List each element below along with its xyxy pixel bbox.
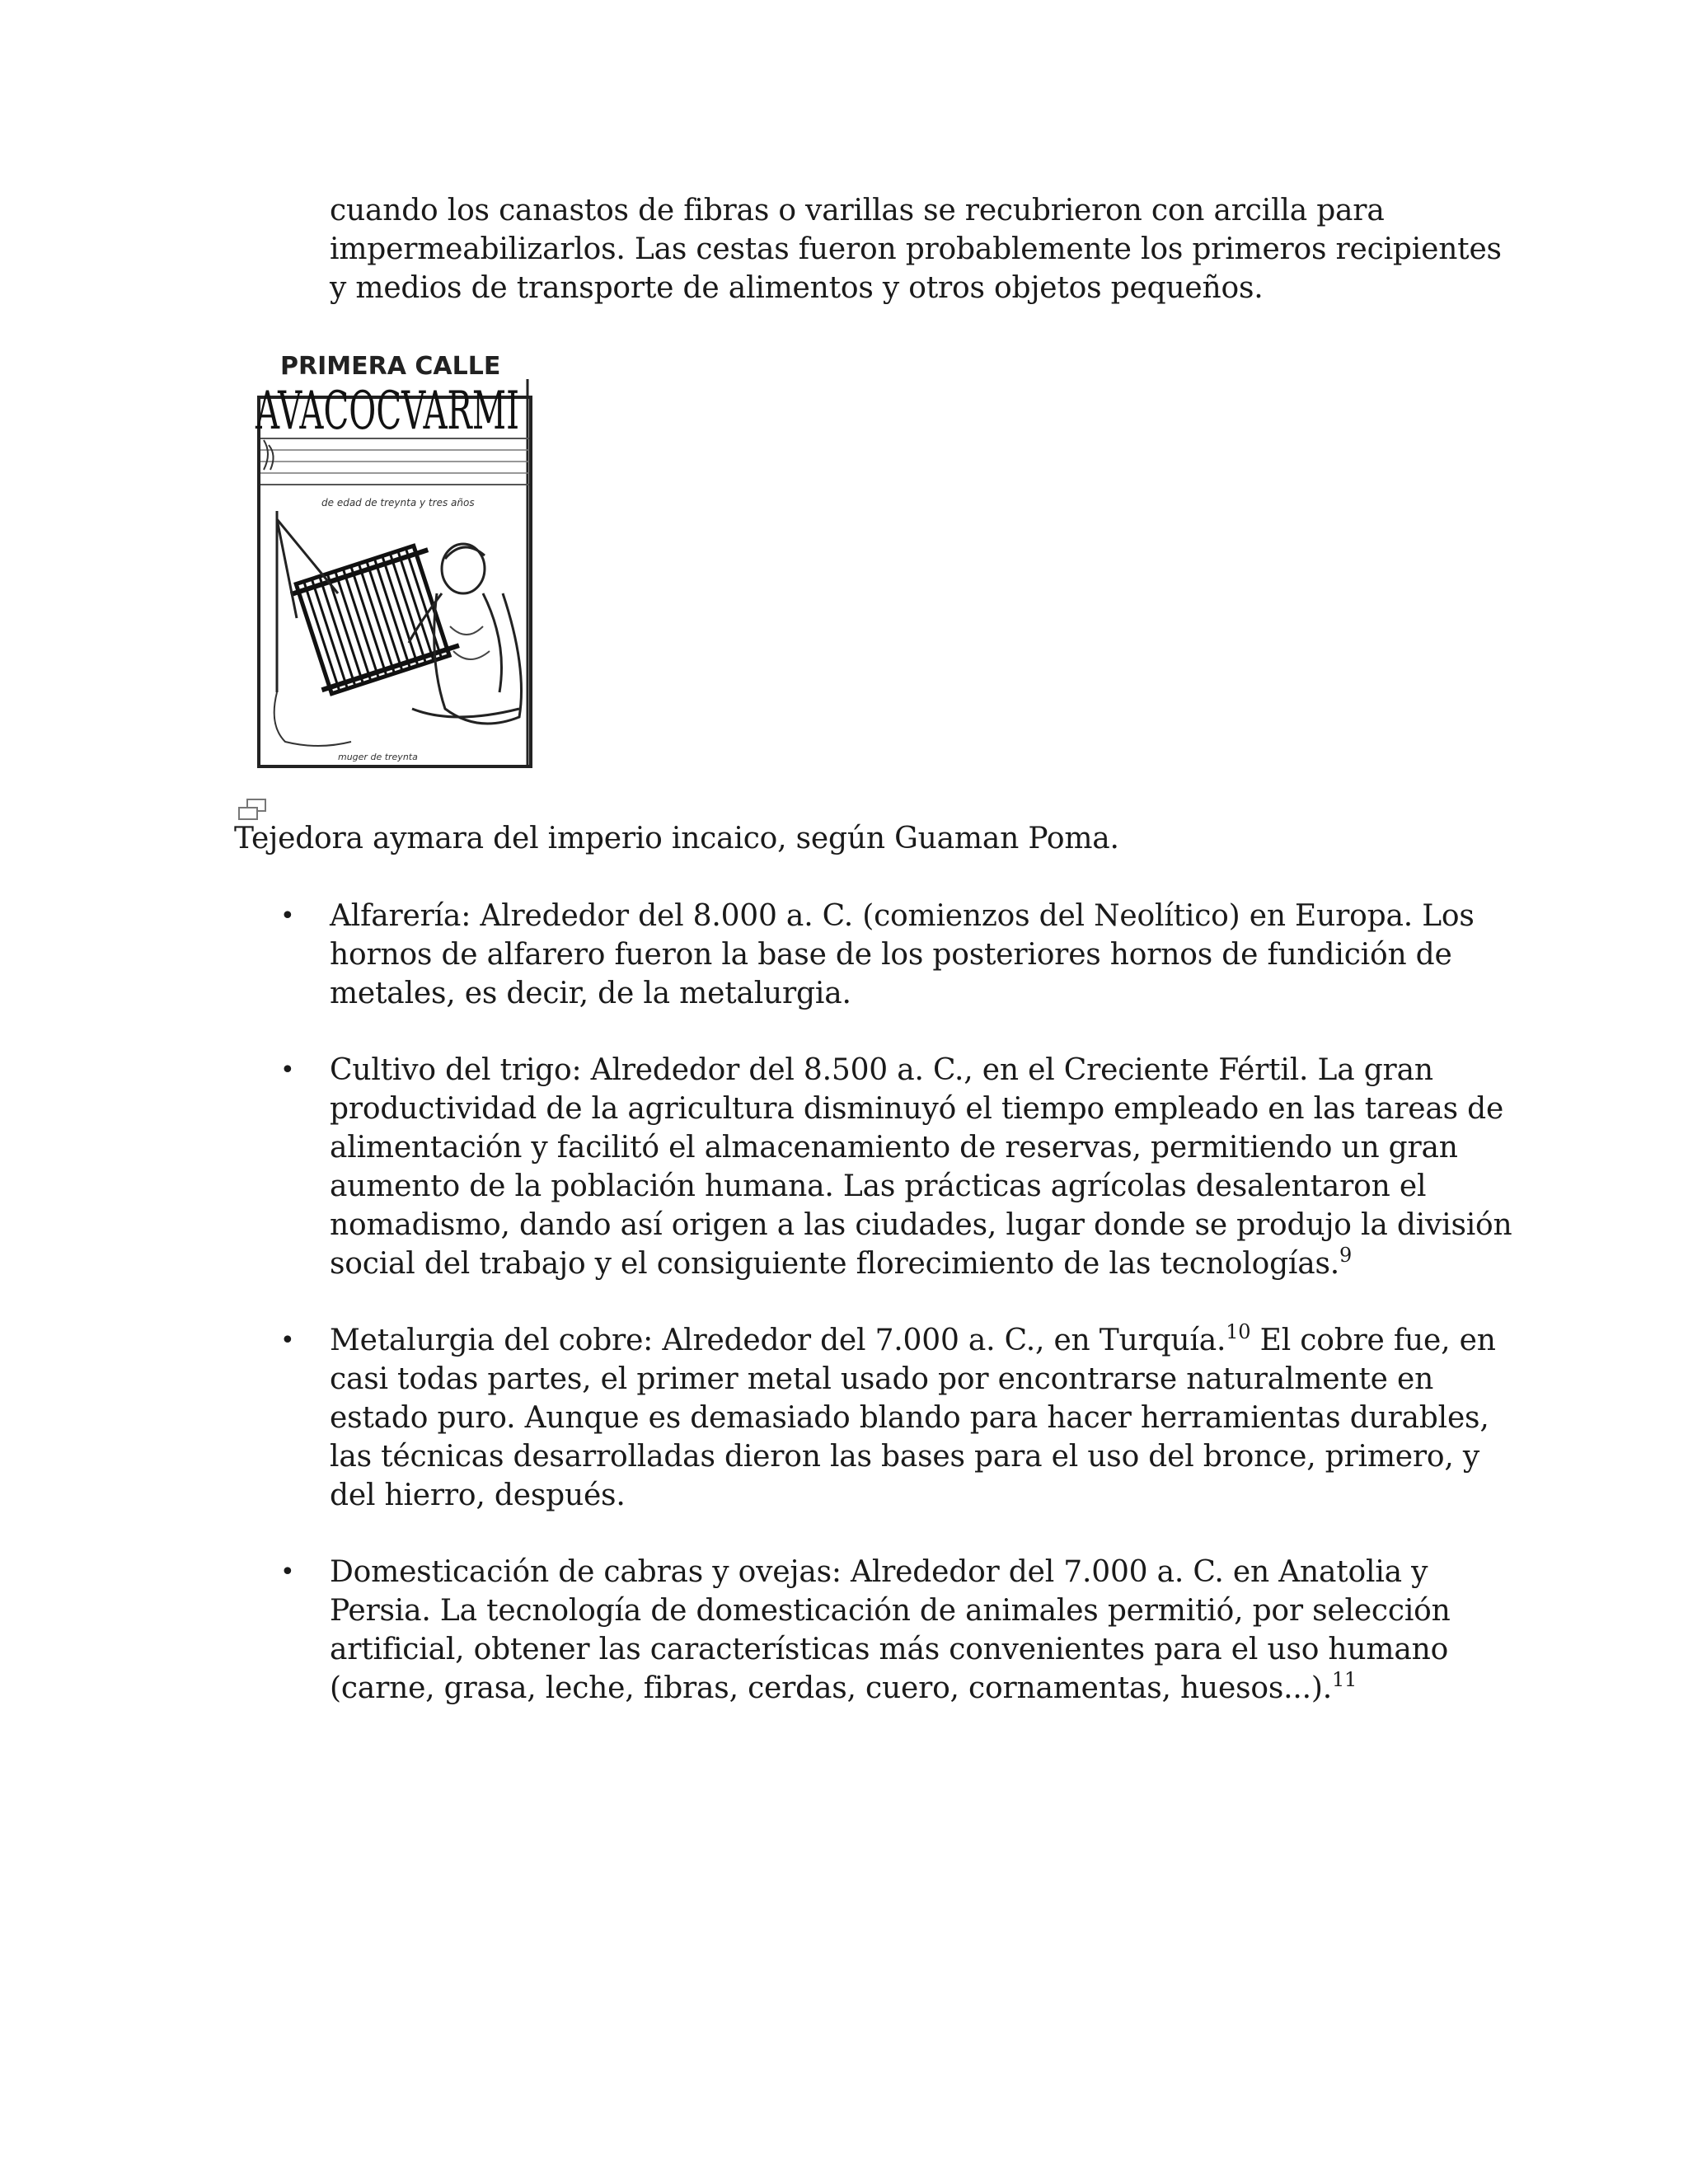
list-item	[280, 1051, 1512, 1283]
list-line: casi todas partes, el primer metal usado por encontrarse naturalmente en	[330, 1362, 1434, 1396]
figure-caption: Tejedora aymara del imperio incaico, según Guaman Poma.	[234, 822, 1119, 855]
list-line: nomadismo, dando así origen a las ciudades, lugar donde se produjo la división	[330, 1208, 1512, 1242]
bullet-icon: •	[280, 1558, 295, 1586]
list-line: Domesticación de cabras y ovejas: Alrededor del 7.000 a. C. en Anatolia y	[330, 1555, 1428, 1589]
bullet-icon: •	[280, 1326, 295, 1355]
list-line	[330, 1244, 1484, 1283]
list-line: estado puro. Aunque es demasiado blando para hacer herramientas durables,	[330, 1401, 1489, 1435]
figure-subtitle: de edad de treynta y tres años	[321, 497, 475, 509]
bullet-icon: •	[280, 1056, 295, 1085]
figure-heading-large: AVACOCVARMI	[255, 381, 519, 442]
list-line: alimentación y facilitó el almacenamiento de reservas, permitiendo un gran	[330, 1131, 1458, 1165]
list-line: metales, es decir, de la metalurgia.	[330, 977, 851, 1010]
list-line-text: social del trabajo y el consiguiente florecimiento de las tecnologías.	[330, 1247, 1340, 1281]
list-line: productividad de la agricultura disminuyó el tiempo empleado en las tareas de	[330, 1092, 1504, 1126]
intro-line: y medios de transporte de alimentos y otros objetos pequeños.	[330, 271, 1264, 305]
bullet-list	[280, 897, 1512, 1746]
intro-line: cuando los canastos de fibras o varillas se recubrieron con arcilla para	[330, 194, 1385, 227]
list-line	[330, 1669, 1484, 1708]
list-line-text: Metalurgia del cobre: Alrededor del 7.000 a. C., en Turquía.	[330, 1324, 1226, 1357]
list-item	[280, 1320, 1496, 1515]
weaver-illustration	[247, 346, 544, 775]
footnote-ref[interactable]: 11	[1331, 1668, 1357, 1691]
list-line: artificial, obtener las características más convenientes para el uso humano	[330, 1633, 1449, 1666]
list-item	[280, 1553, 1484, 1708]
list-line: Alfarería: Alrededor del 8.000 a. C. (comienzos del Neolítico) en Europa. Los	[330, 899, 1475, 933]
list-line	[330, 1320, 1496, 1360]
list-line-text: (carne, grasa, leche, fibras, cerdas, cuero, cornamentas, huesos...).	[330, 1671, 1332, 1705]
list-line-text: El cobre fue, en	[1250, 1324, 1496, 1357]
weaver-drawing	[247, 346, 544, 775]
list-line: hornos de alfarero fueron la base de los posteriores hornos de fundición de	[330, 938, 1452, 972]
list-line: las técnicas desarrolladas dieron las bases para el uso del bronce, primero, y	[330, 1440, 1479, 1474]
footnote-ref[interactable]: 10	[1226, 1320, 1251, 1343]
list-line: Cultivo del trigo: Alrededor del 8.500 a. C., en el Creciente Fértil. La gran	[330, 1053, 1433, 1087]
list-line: del hierro, después.	[330, 1479, 626, 1512]
list-item	[280, 897, 1484, 1013]
list-line: aumento de la población humana. Las prácticas agrícolas desalentaron el	[330, 1169, 1427, 1203]
footnote-ref[interactable]: 9	[1339, 1244, 1353, 1267]
intro-paragraph	[330, 191, 1502, 307]
bullet-icon: •	[280, 902, 295, 930]
figure-footer: muger de treynta	[338, 752, 418, 762]
list-line: Persia. La tecnología de domesticación de animales permitió, por selección	[330, 1594, 1451, 1628]
figure-heading-small: PRIMERA CALLE	[280, 352, 501, 381]
intro-line: impermeabilizarlos. Las cestas fueron probablemente los primeros recipientes	[330, 232, 1502, 266]
